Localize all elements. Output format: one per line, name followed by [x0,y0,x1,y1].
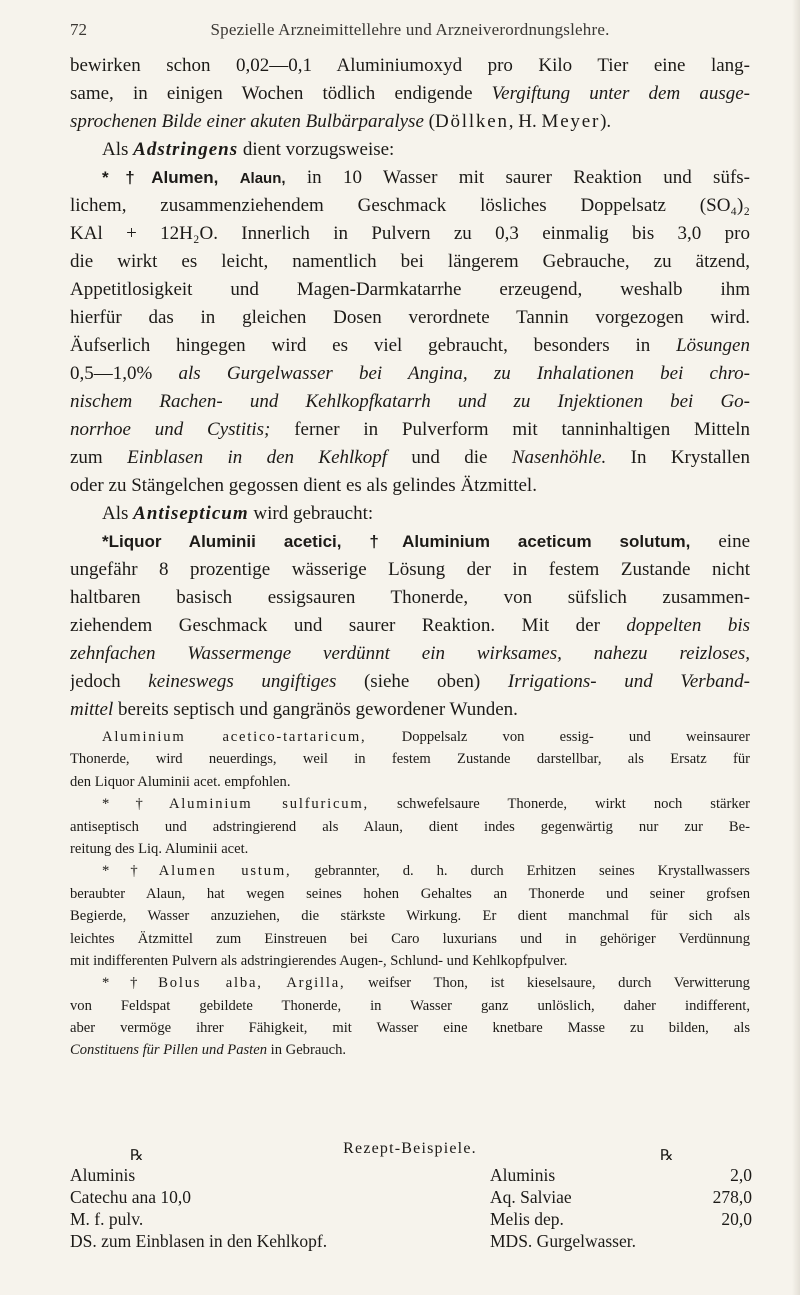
running-title: Spezielle Arzneimittellehre und Arzneiverordnungslehre. [210,20,610,39]
note-line: beraubter Alaun, hat wegen seines hohen Gehaltes an Thonerde und seiner grofsen [70,885,750,902]
note-line: *†Aluminium sulfuricum, schwefelsaure Thonerde, wirkt noch stärker [102,796,750,813]
text-line: zum Einblasen in den Kehlkopf und die Nasenhöhle. In Krystallen [70,447,750,468]
note-line: von Feldspat gebildete Thonerde, in Wasser ganz unlöslich, daher indifferent, [70,997,750,1014]
footnotes [70,726,750,1062]
rx-symbol: ℞ [660,1148,674,1164]
rx-symbol: ℞ [130,1148,144,1164]
text-line: mittel bereits septisch und gangränös gewordener Wunden. [70,699,518,720]
recipe-item: Melis dep. 20,0 [490,1209,752,1229]
text-line: KAl + 12H₂O. Innerlich in Pulvern zu 0,3 einmalig bis 3,0 pro [70,223,750,244]
recipe-line: M. f. pulv. [70,1209,144,1229]
text-line: ungefähr 8 prozentige wässerige Lösung der in festem Zustande nicht [70,559,750,580]
recipe-left [70,1164,410,1252]
recipe-item: Aq. Salviae 278,0 [490,1187,752,1207]
text-line: norrhoe und Cystitis; ferner in Pulverform mit tanninhaltigen Mitteln [70,419,750,440]
recipe-item: Aluminis 2,0 [490,1165,752,1185]
text-line: zehnfachen Wassermenge verdünnt ein wirksames, nahezu reizloses, [70,643,750,664]
section-adstringens-heading: Als Adstringens dient vorzugsweise: [102,139,395,160]
note-line: aber vermöge ihrer Fähigkeit, mit Wasser eine knetbare Masse zu bilden, als [70,1020,750,1037]
text-line: ziehendem Geschmack und saurer Reaktion. Mit der doppelten bis [70,615,750,636]
recipe-heading: Rezept-Beispiele. [343,1140,477,1157]
recipe-examples [70,1140,750,1270]
recipe-line: Aluminis [70,1165,136,1185]
text-line: Appetitlosigkeit und Magen-Darmkatarrhe erzeugend, weshalb ihm [70,279,750,300]
running-header [70,20,750,44]
text-line: *Liquor Aluminii acetici, †Aluminium aceticum solutum, eine [102,531,750,552]
text-line: same, in einigen Wochen tödlich endigende Vergiftung unter dem ausge- [70,83,750,104]
note-line: reitung des Liq. Aluminii acet. [70,840,249,857]
text-line: *†Alumen, Alaun, in 10 Wasser mit saurer Reaktion und süfs- [102,167,750,188]
note-line: Aluminium acetico-tartaricum, Doppelsalz von essig- und weinsaurer [102,729,750,745]
text-line: die wirkt es leicht, namentlich bei längerem Gebrauche, zu ätzend, [70,251,750,272]
text-line: lichem, zusammenziehendem Geschmack lösliches Doppelsatz (SO₄)₂ [70,195,750,216]
note-line: *†Bolus alba, Argilla, weifser Thon, ist kieselsaure, durch Verwitterung [102,975,750,992]
section-antisepticum-heading: Als Antisepticum wird gebraucht: [102,503,374,524]
note-line: antiseptisch und adstringierend als Alaun, dient indes gegenwärtig nur zur Be- [70,818,750,835]
text-line: jedoch keineswegs ungiftiges (siehe oben) Irrigations- und Verband- [70,671,750,692]
note-line: mit indifferenten Pulvern als adstringierendes Augen-, Schlund- und Kehlkopfpulver. [70,952,568,969]
text-line: hierfür das in gleichen Dosen verordnete Tannin vorgezogen wird. [70,307,750,328]
text-line: bewirken schon 0,02—0,1 Aluminiumoxyd pro Kilo Tier eine lang- [70,55,750,76]
text-line: oder zu Stängelchen gegossen dient es als gelindes Ätzmittel. [70,475,537,496]
page-edge-shadow [792,0,800,1295]
note-line: den Liquor Aluminii acet. empfohlen. [70,773,291,790]
note-line: leichtes Ätzmittel zum Einstreuen bei Caro luxurians und in gehöriger Verdünnung [70,930,750,947]
note-line: Thonerde, wird neuerdings, weil in festem Zustande darstellbar, als Ersatz für [70,751,750,768]
text-line: sprochenen Bilde einer akuten Bulbärparalyse (Döllken, H. Meyer). [70,111,612,132]
text-line: Äufserlich hingegen wird es viel gebraucht, besonders in Lösungen [70,335,750,356]
recipe-line: MDS. Gurgelwasser. [490,1231,636,1251]
note-line: *†Alumen ustum, gebrannter, d. h. durch Erhitzen seines Krystallwassers [102,863,750,880]
recipe-line: Catechu ana 10,0 [70,1187,191,1207]
note-line: Constituens für Pillen und Pasten in Gebrauch. [70,1042,347,1059]
note-line: Begierde, Wasser anzuziehen, die stärkste Wirkung. Er dient manchmal für sich als [70,908,750,925]
recipe-right [490,1164,752,1252]
text-line: haltbaren basisch essigsauren Thonerde, von süfslich zusammen- [70,587,750,608]
text-line: nischem Rachen- und Kehlkopfkatarrh und zu Injektionen bei Go- [70,391,750,412]
recipe-line: DS. zum Einblasen in den Kehlkopf. [70,1231,328,1251]
body-text [70,52,750,1062]
page-number: 72 [70,20,87,39]
text-line: 0,5—1,0% als Gurgelwasser bei Angina, zu Inhalationen bei chro- [70,363,750,384]
